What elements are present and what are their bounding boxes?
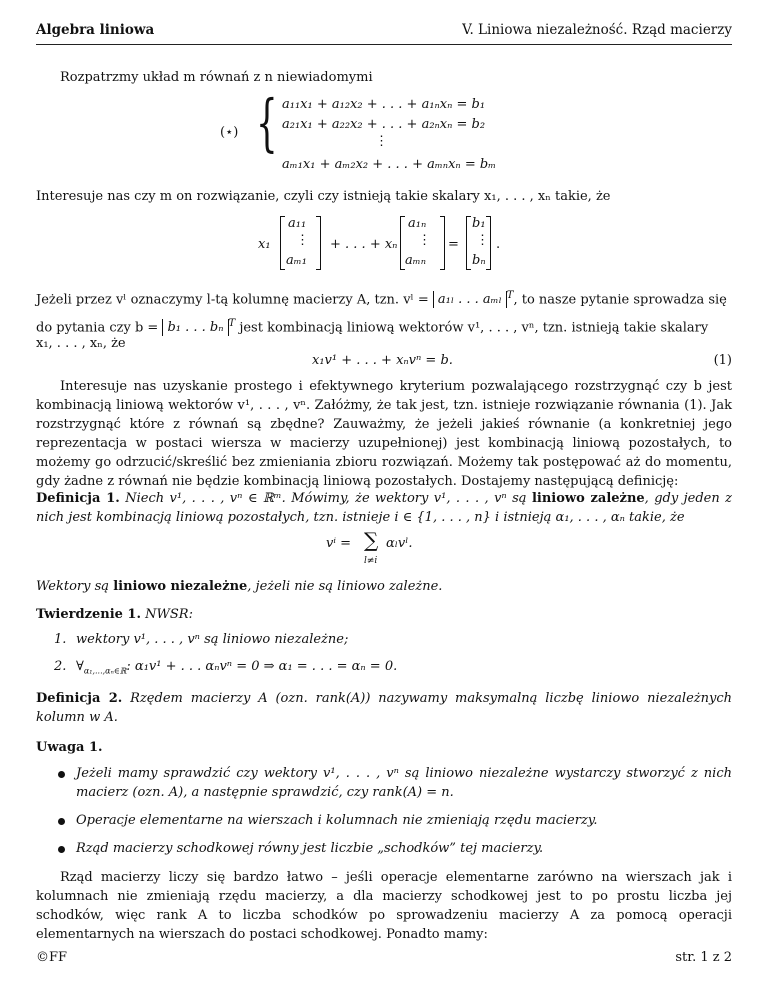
criterion-paragraph: Interesuje nas uzyskanie prostego i efektywnego kryterium pozwalającego rozstrzygnąć czy b jest kombinacją liniową wektorów v¹, . . . , vⁿ. Załóżmy, że tak jest, tzn. istnieje rozwiązanie równania (1). Jak rozstrzygnąć które z równań są zbędne? Zauważmy, że jeżeli jakieś równanie (a konkretniej jego reprezentacja w postaci wiersza w macierzy uzupełnionej) jest kombinacją liniową pozostałych, to możemy go odrzucić/skreślić bez zmieniania zbioru rozwiązań. Możemy tak postępować aż do momentu, gdy żadne z równań nie będzie kombinacją liniową pozostałych. Dostajemy następującą definicję: xyxy=(36,379,732,489)
b-top: b₁ xyxy=(472,216,486,231)
column-para-line1-a: Jeżeli przez vˡ oznaczymy l-tą kolumnę macierzy A, tzn. vˡ = xyxy=(36,292,429,308)
remark-1-bullet-2: Operacje elementarne na wierszach i kolumnach nie zmieniają rzędu macierzy. xyxy=(76,813,598,828)
bullet-dot-2 xyxy=(58,818,65,825)
independent-text-b: , jeżeli nie są liniowo zależne. xyxy=(247,579,443,594)
bullet-dot-3 xyxy=(58,846,65,853)
theorem-1-item-2-num: 2. xyxy=(54,659,67,674)
theorem-1-forall: ∀ xyxy=(76,659,84,674)
theorem-1-item-2-formula: : α₁v¹ + . . . αₙvⁿ = 0 ⇒ α₁ = . . . = αₙ = 0. xyxy=(126,659,398,674)
definition-2 xyxy=(36,689,732,727)
transpose-sup-2: T xyxy=(228,318,236,329)
coln-mid: ⋮ xyxy=(418,233,431,248)
bullet-dot-1 xyxy=(58,771,65,778)
column-vector-row: a₁ₗ . . . aₘₗ xyxy=(433,291,507,308)
independent-definition xyxy=(36,577,732,596)
definition-1-text-a: Niech v¹, . . . , vⁿ ∈ ℝᵐ. Mówimy, że wektory v¹, . . . , vⁿ są xyxy=(125,491,527,506)
column-para-line2 xyxy=(36,314,708,337)
b-bracket-left xyxy=(466,216,471,270)
equation-1-number: (1) xyxy=(713,353,732,368)
header-left-title: Algebra liniowa xyxy=(36,22,155,38)
header-right-title: V. Liniowa niezależność. Rząd macierzy xyxy=(462,22,732,38)
independent-bold: liniowo niezależne xyxy=(113,579,248,594)
definition-1-sum-sub: l≠i xyxy=(364,556,378,566)
b-bot: bₙ xyxy=(472,253,486,268)
definition-2-label: Definicja 2. xyxy=(36,691,123,706)
remark-1-bullet-1: Jeżeli mamy sprawdzić czy wektory v¹, . . . , vⁿ są liniowo niezależne wystarczy stworzyć z nich macierz (ozn. A), a następnie sprawdzić, czy rank(A) = n. xyxy=(76,766,732,800)
system-vdots: ⋮ xyxy=(375,134,388,149)
coln-top: a₁ₙ xyxy=(408,216,427,231)
b-bracket-right xyxy=(486,216,491,270)
system-label: (⋆) xyxy=(220,125,239,140)
definition-1-bold: liniowo zależne xyxy=(531,491,645,506)
coln-bracket-right xyxy=(440,216,445,270)
theorem-1-text: NWSR: xyxy=(145,607,193,622)
theorem-1 xyxy=(36,605,732,624)
independent-text-a: Wektory są xyxy=(36,579,110,594)
transpose-sup-1: T xyxy=(506,290,514,301)
header-rule xyxy=(36,44,732,45)
column-para-line1-b: , to nasze pytanie sprowadza się xyxy=(513,292,727,308)
vector-eq-dot: . xyxy=(496,237,501,252)
theorem-1-label: Twierdzenie 1. xyxy=(36,607,141,622)
question-text: Interesuje nas czy m on rozwiązanie, czyli czy istnieją takie skalary x₁, . . . , xₙ takie, że xyxy=(36,189,611,204)
b-mid: ⋮ xyxy=(476,233,489,248)
theorem-1-item-2 xyxy=(76,659,397,676)
coln-bot: aₘₙ xyxy=(405,253,426,268)
vector-eq-x1: x₁ xyxy=(258,237,271,252)
system-eq-2: a₂₁x₁ + a₂₂x₂ + . . . + a₂ₙxₙ = b₂ xyxy=(282,117,486,132)
col1-top: a₁₁ xyxy=(288,216,307,231)
definition-1-sum: ∑ xyxy=(364,528,379,552)
theorem-1-item-1: wektory v¹, . . . , vⁿ są liniowo niezależne; xyxy=(76,632,349,647)
footer-page-number: str. 1 z 2 xyxy=(675,950,732,965)
system-eq-1: a₁₁x₁ + a₁₂x₂ + . . . + a₁ₙxₙ = b₁ xyxy=(282,97,486,112)
system-brace: { xyxy=(256,86,278,159)
theorem-1-forall-sub: α₁,...,αₙ∈ℝ xyxy=(83,666,127,676)
definition-2-text: Rzędem macierzy A (ozn. rank(A)) nazywamy maksymalną liczbę liniowo niezależnych kolumn w A. xyxy=(36,691,732,725)
column-para-line1 xyxy=(36,286,727,309)
column-para-line2-a: do pytania czy b = xyxy=(36,320,159,336)
theorem-1-item-1-num: 1. xyxy=(54,632,67,647)
column-para-line3: x₁, . . . , xₙ, że xyxy=(36,336,126,351)
footer-copyright: ©FF xyxy=(36,950,68,965)
rank-paragraph: Rząd macierzy liczy się bardzo łatwo – jeśli operacje elementarne zarówno na wierszach jak i kolumnach nie zmieniają rzędu macierzy, a dla macierzy schodkowej jest to po prostu liczba jej schodków, więc rank A to liczba schodków po sprowadzeniu macierzy A za pomocą operacji elementarnych na wierszach do postaci schodkowej. Ponadto mamy: xyxy=(36,870,732,942)
column-para-line2-b: jest kombinacją liniową wektorów v¹, . . . , vⁿ, tzn. istnieją takie skalary xyxy=(239,320,709,336)
remark-1-label: Uwaga 1. xyxy=(36,740,103,755)
definition-1-formula-rhs: αₗvˡ. xyxy=(386,536,413,551)
vector-eq-equals: = xyxy=(448,237,459,252)
col1-mid: ⋮ xyxy=(296,233,309,248)
definition-1-text-b: , gdy jeden z nich jest kombinacją liniową pozostałych, tzn. istnieje i ∈ {1, . . . , n} i istnieją α₁, . . . , αₙ takie, że xyxy=(36,491,732,525)
col1-bracket-right xyxy=(316,216,321,270)
system-eq-m: aₘ₁x₁ + aₘ₂x₂ + . . . + aₘₙxₙ = bₘ xyxy=(282,157,497,172)
col1-bracket-left xyxy=(280,216,285,270)
equation-1-formula: x₁v¹ + . . . + xₙvⁿ = b. xyxy=(312,353,453,368)
col1-bot: aₘ₁ xyxy=(286,253,307,268)
vector-eq-plus: + . . . + xₙ xyxy=(330,237,398,252)
intro-sentence: Rozpatrzmy układ m równań z n niewiadomymi xyxy=(60,70,373,85)
definition-1-formula-lhs: vⁱ = xyxy=(326,536,351,551)
remark-1-bullet-3: Rząd macierzy schodkowej równy jest liczbie „schodków” tej macierzy. xyxy=(76,841,544,856)
definition-1-label: Definicja 1. xyxy=(36,491,120,506)
b-vector-row: b₁ . . . bₙ xyxy=(162,319,228,336)
definition-1 xyxy=(36,489,732,527)
